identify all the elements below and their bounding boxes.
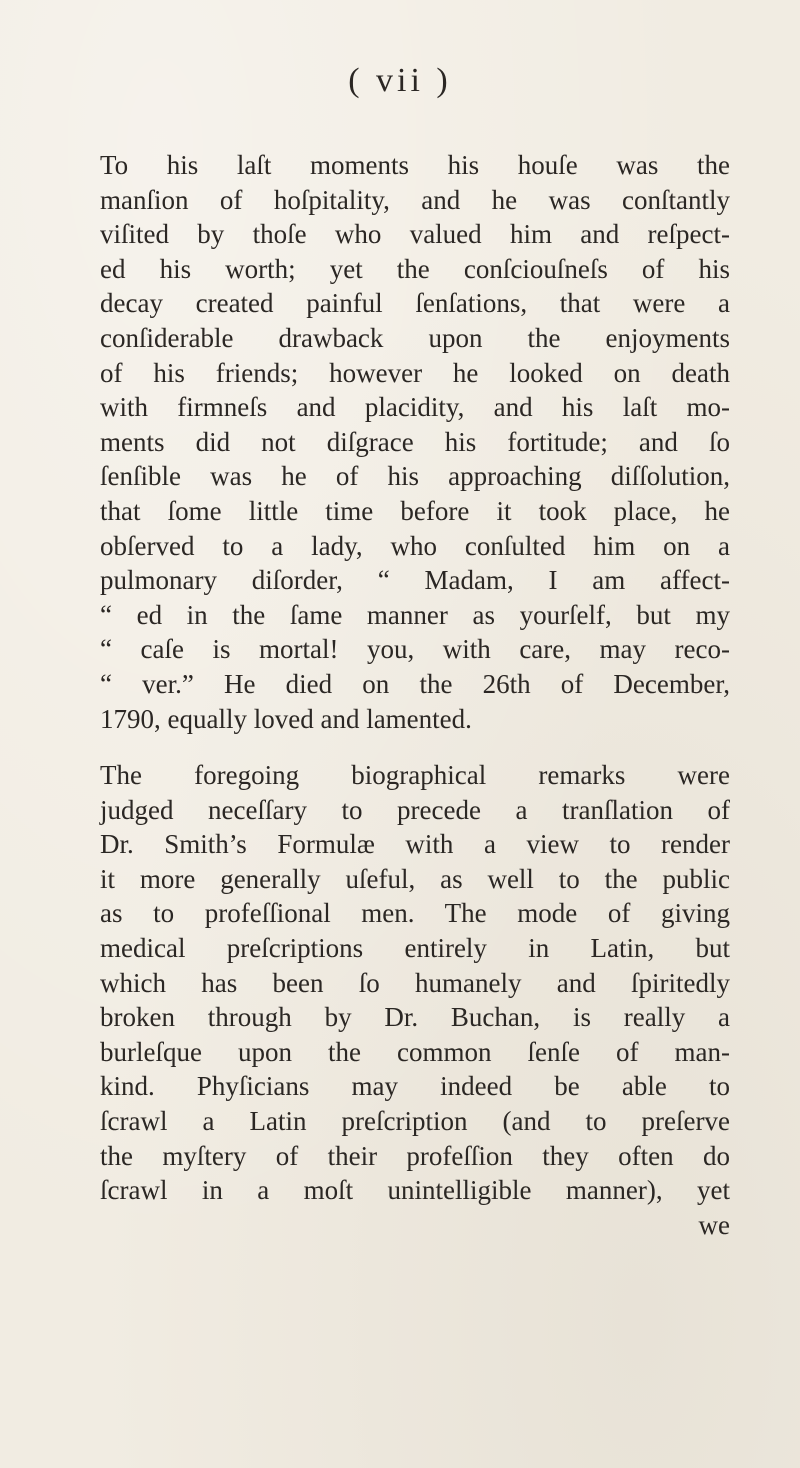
text-line: as to profeſſional men. The mode of giving: [100, 898, 730, 929]
text-line: which has been ſo humanely and ſpiritedly: [100, 967, 730, 998]
text-line: viſited by thoſe who valued him and reſpect-: [100, 219, 730, 250]
text-line: of his friends; however he looked on death: [100, 357, 730, 388]
paragraph-1: [100, 148, 730, 736]
text-line: The foregoing biographical remarks were: [100, 760, 730, 790]
text-line: that ſome little time before it took place, he: [100, 495, 730, 526]
text-line: ed his worth; yet the conſciouſneſs of his: [100, 253, 730, 284]
text-line: “ ver.” He died on the 26th of December,: [100, 668, 730, 699]
text-line: ſenſible was he of his approaching diſſolution,: [100, 461, 730, 492]
text-line: broken through by Dr. Buchan, is really a: [100, 1002, 730, 1033]
text-line: conſiderable drawback upon the enjoyments: [100, 322, 730, 353]
text-line: burleſque upon the common ſenſe of man-: [100, 1036, 730, 1067]
text-line: To his laſt moments his houſe was the: [100, 150, 730, 180]
text-line: manſion of hoſpitality, and he was conſtantly: [100, 184, 730, 215]
text-line: ſcrawl in a moſt unintelligible manner), yet: [100, 1175, 730, 1206]
text-line: Dr. Smith’s Formulæ with a view to render: [100, 829, 730, 860]
text-line: judged neceſſary to precede a tranſlation of: [100, 794, 730, 825]
text-line: with firmneſs and placidity, and his laſt mo-: [100, 392, 730, 423]
text-line: it more generally uſeful, as well to the public: [100, 863, 730, 894]
text-line: kind. Phyſicians may indeed be able to: [100, 1071, 730, 1102]
text-line: ments did not diſgrace his fortitude; and ſo: [100, 426, 730, 457]
text-line: ſcrawl a Latin preſcription (and to preſerve: [100, 1105, 730, 1136]
text-line: “ caſe is mortal! you, with care, may reco-: [100, 634, 730, 665]
text-line: pulmonary diſorder, “ Madam, I am affect-: [100, 565, 730, 596]
page-number: ( vii ): [348, 62, 452, 99]
paragraph-2: [100, 758, 730, 1242]
text-line: decay created painful ſenſations, that were a: [100, 288, 730, 319]
text-line: medical preſcriptions entirely in Latin, but: [100, 932, 730, 963]
text-line: “ ed in the ſame manner as yourſelf, but my: [100, 599, 730, 630]
catchword: we: [698, 1209, 730, 1240]
text-line: the myſtery of their profeſſion they often do: [100, 1140, 730, 1171]
text-line: obſerved to a lady, who conſulted him on a: [100, 530, 730, 561]
text-line: 1790, equally loved and lamented.: [100, 703, 472, 734]
